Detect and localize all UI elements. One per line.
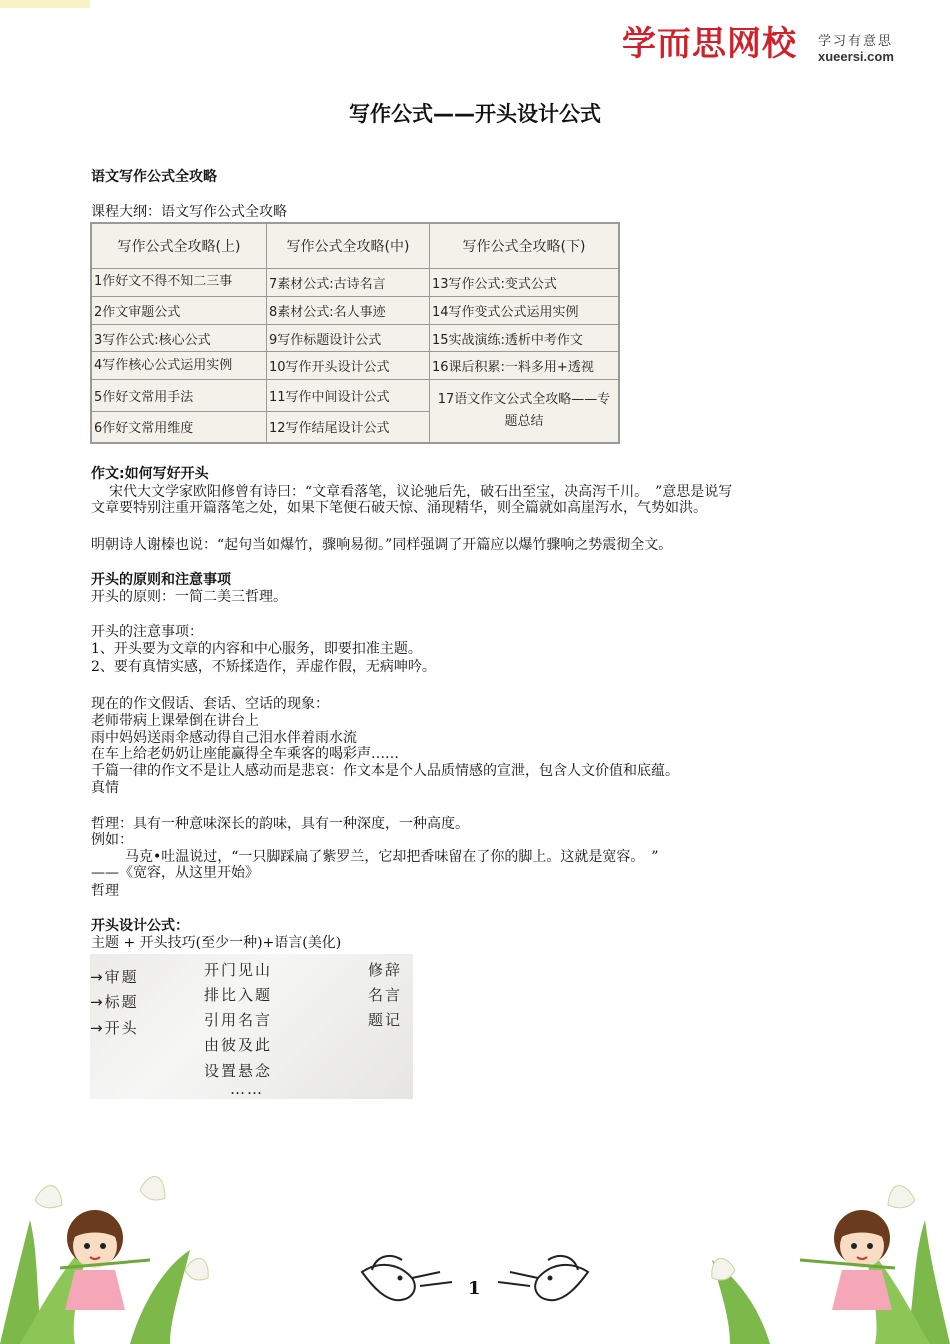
phenomenon-label: 现在的作文假话、套话、空话的现象： bbox=[91, 696, 329, 712]
table-header-row bbox=[92, 224, 619, 269]
table-row bbox=[92, 269, 619, 297]
technique-language: 修辞 bbox=[368, 961, 403, 979]
corner-mark bbox=[0, 0, 90, 8]
table-row bbox=[92, 352, 619, 380]
dove-ornament-right bbox=[498, 1256, 588, 1300]
table-cell: 14写作变式公式运用实例 bbox=[430, 296, 619, 324]
paragraph-line: 文章要特别注重开篇落笔之处，如果下笔便石破天惊、涌现精华，则全篇就如高崖泻水，气势如洪。 bbox=[91, 500, 707, 516]
technique-method: 引用名言 bbox=[204, 1011, 273, 1029]
paragraph: 明朝诗人谢榛也说：“起句当如爆竹，骤响易彻。”同样强调了开篇应以爆竹骤响之势震彻全文。 bbox=[91, 537, 673, 553]
quote-text: 马克•吐温说过，“一只脚踩扁了紫罗兰，它却把香味留在了你的脚上。这就是宽容。 ” bbox=[125, 849, 659, 865]
brand-name: 学而思网校 bbox=[622, 24, 797, 64]
table-cell: 17语文作文公式全攻略——专题总结 bbox=[430, 380, 619, 443]
page-number: 1 bbox=[468, 1278, 481, 1299]
table-cell: 16课后积累:一料多用+透视 bbox=[430, 352, 619, 380]
section-heading-principles: 开头的原则和注意事项 bbox=[91, 572, 231, 588]
technique-target: →标题 bbox=[90, 993, 139, 1011]
table-cell: 5作好文常用手法 bbox=[92, 380, 267, 411]
table-header: 写作公式全攻略(下) bbox=[430, 224, 619, 269]
table-cell: 4写作核心公式运用实例 bbox=[92, 352, 267, 380]
course-outline-table bbox=[90, 222, 620, 444]
table-cell: 11写作中间设计公式 bbox=[267, 380, 430, 411]
technique-language: 题记 bbox=[368, 1011, 403, 1029]
technique-method: 设置悬念 bbox=[204, 1062, 273, 1080]
technique-method: 开门见山 bbox=[204, 961, 273, 979]
technique-target: →开头 bbox=[90, 1019, 139, 1037]
technique-method: …… bbox=[230, 1080, 264, 1098]
example-item: 老师带病上课晕倒在讲台上 bbox=[91, 713, 259, 729]
table-cell: 1作好文不得不知二三事 bbox=[92, 269, 267, 297]
section-heading-opening: 作文:如何写好开头 bbox=[91, 466, 209, 482]
table-cell: 13写作公式:变式公式 bbox=[430, 269, 619, 297]
table-row bbox=[92, 380, 619, 411]
technique-language: 名言 bbox=[368, 986, 403, 1004]
notes-label: 开头的注意事项： bbox=[91, 624, 203, 640]
technique-method: 由彼及此 bbox=[204, 1036, 273, 1054]
table-cell: 6作好文常用维度 bbox=[92, 411, 267, 442]
table-row bbox=[92, 324, 619, 352]
table-row bbox=[92, 296, 619, 324]
formula-text: 主题 + 开头技巧(至少一种)+语言(美化) bbox=[91, 935, 342, 951]
table-cell: 12写作结尾设计公式 bbox=[267, 411, 430, 442]
principle-text: 开头的原则：一简二美三哲理。 bbox=[91, 589, 287, 605]
technique-method: 排比入题 bbox=[204, 986, 273, 1004]
table-cell: 9写作标题设计公式 bbox=[267, 324, 430, 352]
opening-techniques-image bbox=[90, 954, 413, 1099]
table-header: 写作公式全攻略(上) bbox=[92, 224, 267, 269]
quote-source: ——《宽容，从这里开始》 bbox=[91, 865, 259, 881]
table-header: 写作公式全攻略(中) bbox=[267, 224, 430, 269]
page-title: 写作公式——开头设计公式 bbox=[349, 102, 601, 126]
example-item: 在车上给老奶奶让座能赢得全车乘客的喝彩声…… bbox=[91, 746, 399, 762]
note-item: 1、开头要为文章的内容和中心服务，即要扣准主题。 bbox=[91, 641, 422, 657]
right-girl-illustration bbox=[712, 1186, 950, 1344]
philosophy-text: 哲理：具有一种意味深长的韵味，具有一种深度，一种高度。 bbox=[91, 816, 469, 832]
table-cell: 2作文审题公式 bbox=[92, 296, 267, 324]
footer-decoration bbox=[0, 1160, 950, 1344]
dove-ornament-left bbox=[362, 1256, 452, 1300]
technique-target: →审题 bbox=[90, 968, 139, 986]
example-label: 例如： bbox=[91, 832, 133, 848]
brand-slogan: 学习有意思 bbox=[818, 34, 894, 49]
brand-logo bbox=[622, 24, 922, 68]
outline-label: 课程大纲：语文写作公式全攻略 bbox=[91, 204, 287, 220]
philosophy-label: 哲理 bbox=[91, 883, 119, 899]
comment-text: 千篇一律的作文不是让人感动而是悲哀：作文本是个人品质情感的宣泄，包含人文价值和底蕴。 bbox=[91, 763, 679, 779]
table-cell: 10写作开头设计公式 bbox=[267, 352, 430, 380]
table-cell: 15实战演练:透析中考作文 bbox=[430, 324, 619, 352]
brand-url: xueersi.com bbox=[818, 49, 894, 64]
table-cell: 3写作公式:核心公式 bbox=[92, 324, 267, 352]
note-item: 2、要有真情实感，不矫揉造作，弄虚作假，无病呻吟。 bbox=[91, 659, 436, 675]
example-item: 雨中妈妈送雨伞感动得自己泪水伴着雨水流 bbox=[91, 730, 357, 746]
table-cell: 8素材公式:名人事迹 bbox=[267, 296, 430, 324]
section-heading-outline: 语文写作公式全攻略 bbox=[91, 169, 217, 185]
section-heading-formula: 开头设计公式： bbox=[91, 918, 189, 934]
table-cell: 7素材公式:古诗名言 bbox=[267, 269, 430, 297]
left-girl-illustration bbox=[0, 1177, 208, 1344]
paragraph-line: 宋代大文学家欧阳修曾有诗曰：“文章看落笔，议论驰后先，破石出至宝，决高泻千川。 ”意思是说写 bbox=[109, 484, 733, 500]
sincere-text: 真情 bbox=[91, 780, 119, 796]
